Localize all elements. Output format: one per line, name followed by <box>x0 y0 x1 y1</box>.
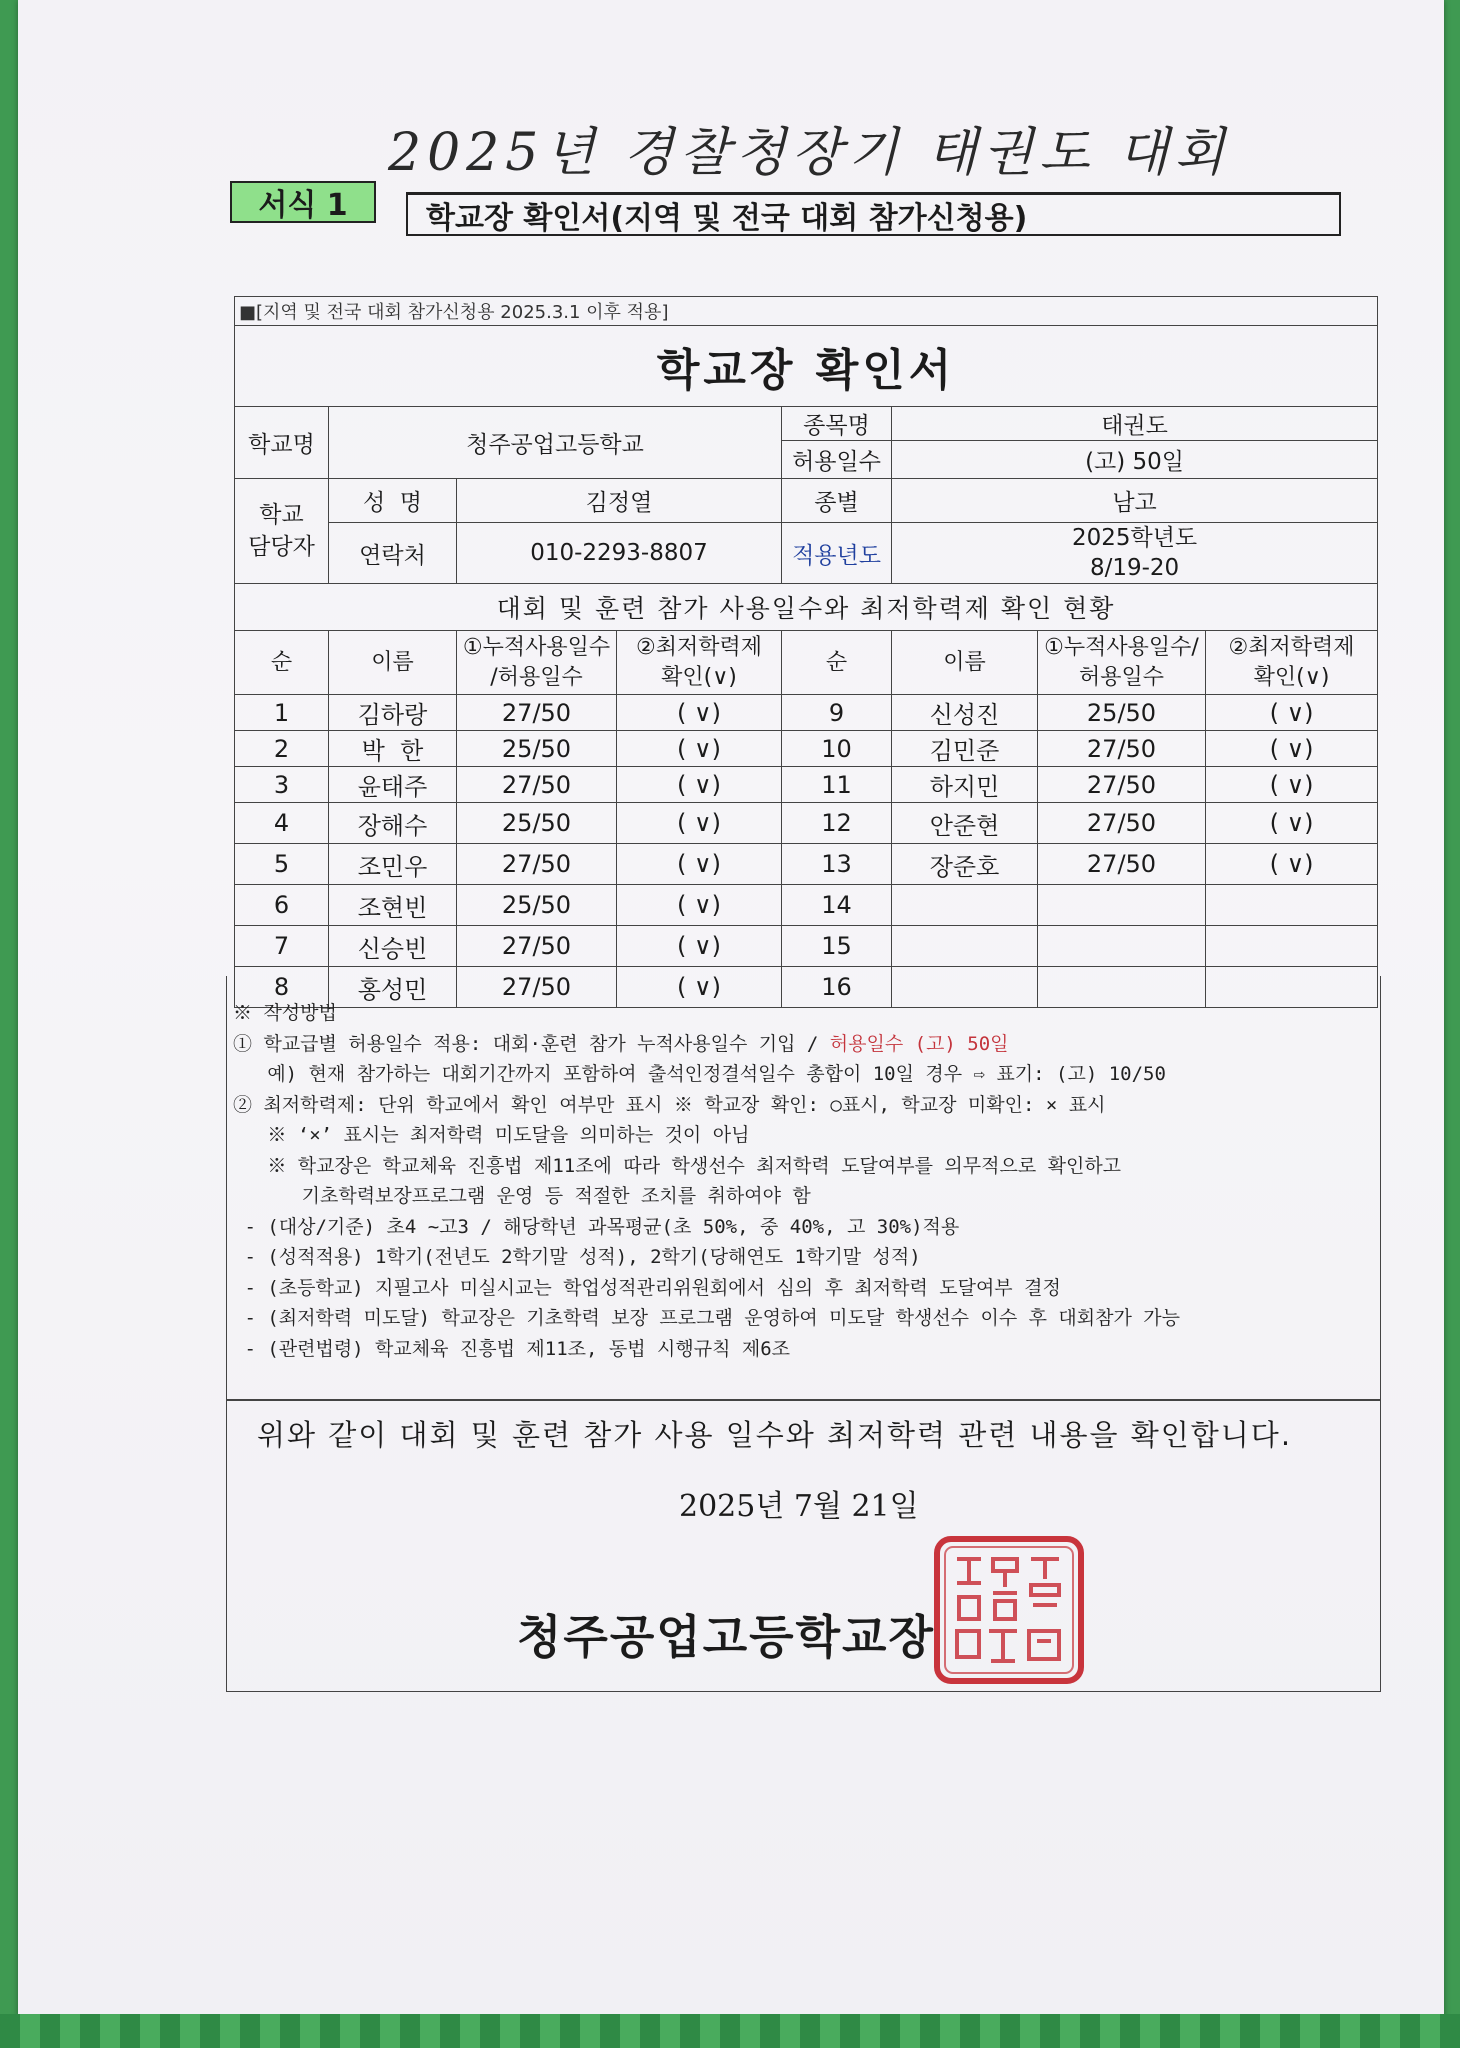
row-check: ( ∨) <box>617 844 782 885</box>
row-days: 27/50 <box>457 695 617 731</box>
row-no-right: 10 <box>782 731 892 767</box>
row-days-right: 25/50 <box>1038 695 1206 731</box>
header-check-line1: ②최저학력제 <box>636 634 762 660</box>
row-days-right: 27/50 <box>1038 844 1206 885</box>
guide-heading: ※ 작성방법 <box>233 1002 337 1024</box>
row-check-right: ( ∨) <box>1206 844 1378 885</box>
row-days: 27/50 <box>457 967 617 1008</box>
year-value-line1: 2025학년도 <box>1071 525 1198 551</box>
header-days-right <box>1038 631 1206 695</box>
row-no-right: 13 <box>782 844 892 885</box>
row-name: 김하랑 <box>329 695 457 731</box>
name-label: 성 명 <box>329 479 457 523</box>
header-check <box>617 631 782 695</box>
row-days-right: 27/50 <box>1038 803 1206 844</box>
table-row <box>235 885 1378 926</box>
row-days: 25/50 <box>457 885 617 926</box>
row-name-right: 김민준 <box>892 731 1038 767</box>
header-days-line1: ①누적사용일수 <box>462 634 611 660</box>
row-check: ( ∨) <box>617 731 782 767</box>
year-value <box>892 523 1378 584</box>
row-no-right: 9 <box>782 695 892 731</box>
row-check-right: ( ∨) <box>1206 767 1378 803</box>
handwritten-note <box>378 112 1398 192</box>
school-head-name: 청주공업고등학교장 <box>517 1610 935 1664</box>
row-days-right <box>1038 885 1206 926</box>
notice-text: ■[지역 및 전국 대회 참가신청용 2025.3.1 이후 적용] <box>235 297 1378 326</box>
row-check-right <box>1206 926 1378 967</box>
header-days <box>457 631 617 695</box>
guide-line-1-text: ① 학교급별 허용일수 적용: 대회·훈련 참가 누적사용일수 기입 / <box>233 1032 830 1055</box>
confirmation-statement: 위와 같이 대회 및 훈련 참가 사용 일수와 최저학력 관련 내용을 확인합니다. <box>257 1418 1293 1452</box>
row-check: ( ∨) <box>617 967 782 1008</box>
year-label: 적용년도 <box>782 523 892 584</box>
row-check: ( ∨) <box>617 695 782 731</box>
row-check: ( ∨) <box>617 885 782 926</box>
guide-line-8: - (성적적용) 1학기(전년도 2학기말 성적), 2학기(당해연도 1학기말 성적) <box>233 1246 921 1268</box>
row-no: 5 <box>235 844 329 885</box>
writing-guide <box>226 976 1381 1400</box>
row-no: 6 <box>235 885 329 926</box>
row-no: 2 <box>235 731 329 767</box>
header-name-right: 이름 <box>892 631 1038 695</box>
row-days: 27/50 <box>457 844 617 885</box>
header-check-right-line2: 확인(∨) <box>1253 664 1330 690</box>
row-no-right: 14 <box>782 885 892 926</box>
header-no: 순 <box>235 631 329 695</box>
table-row <box>235 803 1378 844</box>
row-days-right: 27/50 <box>1038 731 1206 767</box>
row-no-right: 12 <box>782 803 892 844</box>
document-paper <box>18 0 1444 2018</box>
header-check-right <box>1206 631 1378 695</box>
row-name-right: 신성진 <box>892 695 1038 731</box>
manager-name: 김정열 <box>457 479 782 523</box>
row-name-right: 하지민 <box>892 767 1038 803</box>
row-check: ( ∨) <box>617 767 782 803</box>
background-edge <box>0 2014 1460 2048</box>
row-no: 7 <box>235 926 329 967</box>
row-check: ( ∨) <box>617 926 782 967</box>
row-no: 4 <box>235 803 329 844</box>
row-no-right: 16 <box>782 967 892 1008</box>
row-name-right: 장준호 <box>892 844 1038 885</box>
row-name-right: 안준현 <box>892 803 1038 844</box>
row-days-right: 27/50 <box>1038 767 1206 803</box>
row-check-right <box>1206 885 1378 926</box>
row-name: 신승빈 <box>329 926 457 967</box>
row-no: 3 <box>235 767 329 803</box>
row-days: 27/50 <box>457 926 617 967</box>
row-no: 1 <box>235 695 329 731</box>
header-name: 이름 <box>329 631 457 695</box>
row-check-right: ( ∨) <box>1206 695 1378 731</box>
section-title: 대회 및 훈련 참가 사용일수와 최저학력제 확인 현황 <box>235 584 1378 631</box>
svg-text:2025년 경찰청장기 태권도 대회: 2025년 경찰청장기 태권도 대회 <box>388 123 1231 183</box>
guide-line-11: - (관련법령) 학교체육 진흥법 제11조, 동법 시행규칙 제6조 <box>233 1337 791 1360</box>
event-value: 태권도 <box>892 407 1378 441</box>
row-name-right <box>892 885 1038 926</box>
form-number-label: 서식 1 <box>230 181 376 223</box>
row-name-right <box>892 926 1038 967</box>
header-days-line2: /허용일수 <box>490 664 583 690</box>
row-no-right: 11 <box>782 767 892 803</box>
header-days-right-line1: ①누적사용일수/ <box>1044 634 1199 660</box>
guide-line-3: ② 최저학력제: 단위 학교에서 확인 여부만 표시 ※ 학교장 확인: ○표시, 학교장 미확인: × 표시 <box>233 1093 1106 1116</box>
row-name: 조민우 <box>329 844 457 885</box>
row-name: 박 한 <box>329 731 457 767</box>
category-label: 종별 <box>782 479 892 523</box>
row-name: 장해수 <box>329 803 457 844</box>
guide-line-2: 예) 현재 참가하는 대회기간까지 포함하여 출석인정결석일수 총합이 10일 경우 ⇨ 표기: (고) 10/50 <box>233 1063 1166 1085</box>
guide-line-1 <box>233 1029 1374 1060</box>
row-check-right: ( ∨) <box>1206 803 1378 844</box>
student-rows <box>235 695 1378 1008</box>
guide-line-5: ※ 학교장은 학교체육 진흥법 제11조에 따라 학생선수 최저학력 도달여부를 의무적으로 확인하고 <box>233 1154 1122 1177</box>
row-no: 8 <box>235 967 329 1008</box>
guide-line-9: - (초등학교) 지필고사 미실시교는 학업성적관리위원회에서 심의 후 최저학력 도달여부 결정 <box>233 1276 1061 1299</box>
guide-line-6: 기초학력보장프로그램 운영 등 적절한 조치를 취하여야 함 <box>233 1185 811 1207</box>
row-name: 홍성민 <box>329 967 457 1008</box>
guide-line-10: - (최저학력 미도달) 학교장은 기초학력 보장 프로그램 운영하여 미도달 학생선수 이수 후 대회참가 가능 <box>233 1307 1180 1329</box>
confirmation-date: 2025년 7월 21일 <box>679 1489 919 1524</box>
header-days-right-line2: 허용일수 <box>1078 664 1164 690</box>
header-check-right-line1: ②최저학력제 <box>1228 634 1355 660</box>
school-name: 청주공업고등학교 <box>329 407 782 479</box>
row-check-right: ( ∨) <box>1206 731 1378 767</box>
row-check: ( ∨) <box>617 803 782 844</box>
row-days: 27/50 <box>457 767 617 803</box>
allowed-days-value: (고) 50일 <box>892 441 1378 479</box>
year-value-line2: 8/19-20 <box>1089 555 1180 581</box>
table-row <box>235 844 1378 885</box>
event-label: 종목명 <box>782 407 892 441</box>
header-check-line2: 확인(∨) <box>661 664 737 690</box>
row-name: 윤태주 <box>329 767 457 803</box>
confirmation-form-table <box>234 296 1378 1008</box>
doc-title: 학교장 확인서 <box>235 326 1378 407</box>
guide-line-4: ※ ‘×’ 표시는 최저학력 미도달을 의미하는 것이 아님 <box>233 1124 750 1146</box>
contact-value: 010-2293-8807 <box>457 523 782 584</box>
row-days-right <box>1038 926 1206 967</box>
guide-line-7: - (대상/기준) 초4 ~고3 / 해당학년 과목평균(초 50%, 중 40%, 고 30%)적용 <box>233 1215 960 1238</box>
row-days: 25/50 <box>457 803 617 844</box>
school-name-label: 학교명 <box>235 407 329 479</box>
allowed-days-label: 허용일수 <box>782 441 892 479</box>
manager-label: 학교 담당자 <box>235 479 329 584</box>
form-title: 학교장 확인서(지역 및 전국 대회 참가신청용) <box>406 192 1341 236</box>
table-row <box>235 695 1378 731</box>
table-row <box>235 767 1378 803</box>
guide-line-1-highlight: 허용일수 (고) 50일 <box>829 1032 1009 1055</box>
table-row <box>235 731 1378 767</box>
row-name: 조현빈 <box>329 885 457 926</box>
table-row <box>235 926 1378 967</box>
contact-label: 연락처 <box>329 523 457 584</box>
category-value: 남고 <box>892 479 1378 523</box>
confirmation-section <box>226 1400 1381 1692</box>
header-no-right: 순 <box>782 631 892 695</box>
row-days: 25/50 <box>457 731 617 767</box>
school-seal-stamp <box>933 1535 1085 1685</box>
row-no-right: 15 <box>782 926 892 967</box>
